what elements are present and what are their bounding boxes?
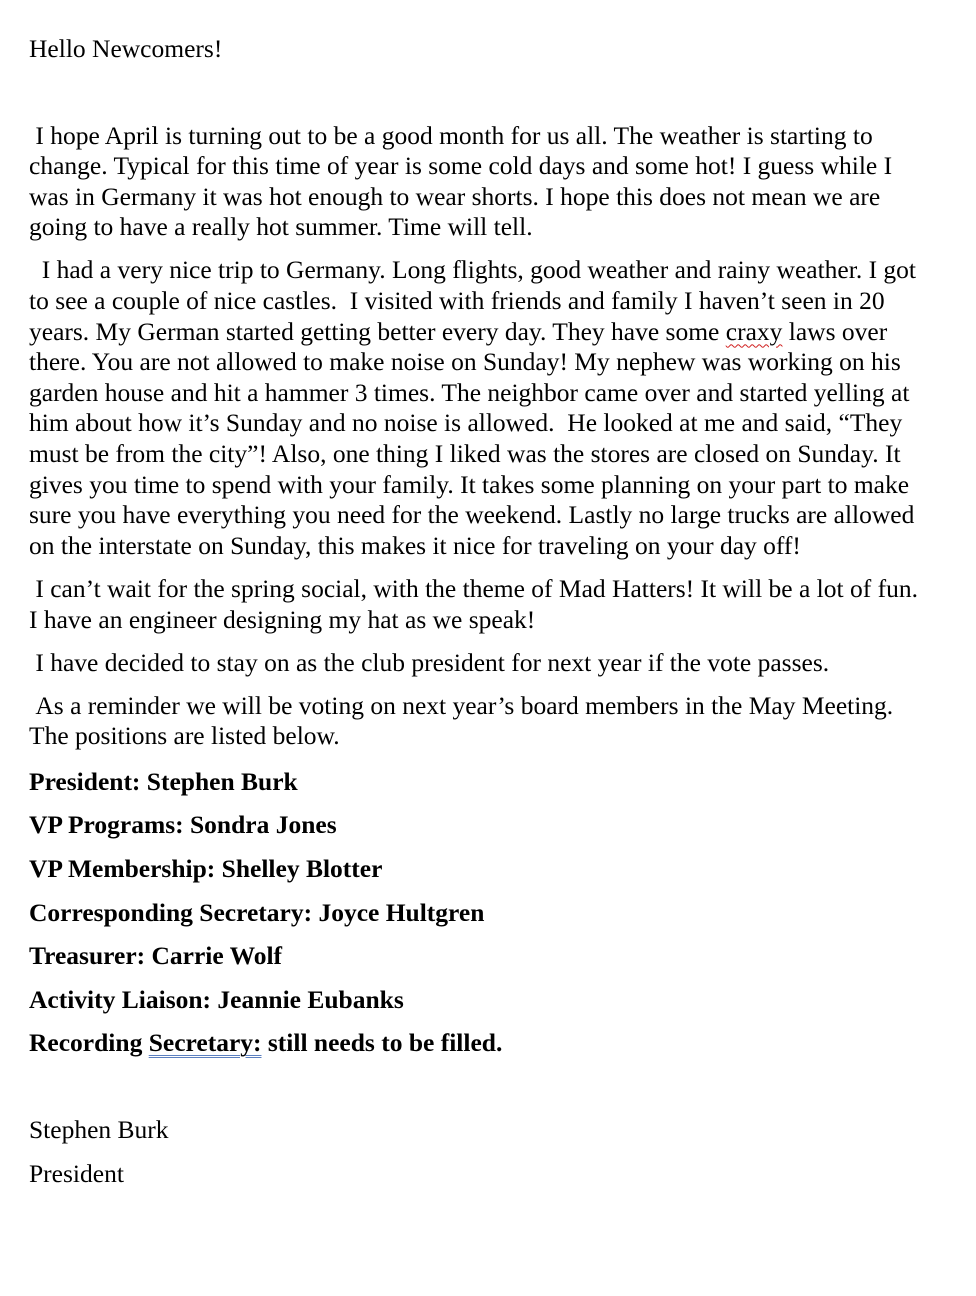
officer-president: President: Stephen Burk [29,766,298,796]
letter-document [29,34,929,1189]
paragraph-president-stay: I have decided to stay on as the club president for next year if the vote passes. [29,647,830,677]
signature-name: Stephen Burk [29,1115,169,1145]
officer-recording-secretary [29,1028,929,1059]
officer-treasurer: Treasurer: Carrie Wolf [29,941,283,971]
grammar-flagged-word[interactable]: Secretary: [148,1028,262,1058]
greeting: Hello Newcomers! [29,34,223,63]
officer-corresponding-secretary: Corresponding Secretary: Joyce Hultgren [29,897,485,927]
paragraph-board-vote: As a reminder we will be voting on next year’s board members in the May Meeting. The positions are listed below. [29,690,900,751]
spellcheck-flagged-word[interactable]: craxy [725,316,783,346]
paragraph-germany-text-end: laws over there. You are not allowed to make noise on Sunday! My nephew was working on his garden house and hit a hammer 3 times. The neighbor came over and started yelling at him about how it’s Sunday and no noise is allowed. He looked at me and said, “They must be from the city”! Also, one thing I liked was the stores are closed on Sunday. It gives you time to spend with your family. It takes some planning on your part to make sure you have everything you need for the weekend. Lastly no large trucks are allowed on the interstate on Sunday, this makes it nice for traveling on your day off! [29,316,921,560]
paragraph-spring-social: I can’t wait for the spring social, with the theme of Mad Hatters! It will be a lot of fun. I have an engineer designing my hat as we speak! [29,573,925,634]
paragraph-germany-trip [29,255,929,561]
signature-title: President [29,1158,124,1188]
recording-secretary-label-start: Recording [29,1028,149,1058]
officer-list [29,767,929,1059]
officer-vp-membership: VP Membership: Shelley Blotter [29,854,383,884]
paragraph-weather: I hope April is turning out to be a good month for us all. The weather is starting to change. Typical for this time of year is some cold days and some hot! I guess while I was in Germany it was hot enough to wear shorts. I hope this does not mean we are going to have a really hot summer. Time will tell. [29,120,899,242]
paragraph-germany-text-start: I had a very nice trip to Germany. Long flights, good weather and rainy weather. I got to see a couple of nice castles. I visited with friends and family I haven’t seen in 20 years. My German started getting better every day. They have some [29,255,923,346]
officer-vp-programs: VP Programs: Sondra Jones [29,810,337,840]
officer-activity-liaison: Activity Liaison: Jeannie Eubanks [29,984,404,1014]
recording-secretary-status: still needs to be filled. [261,1028,503,1058]
